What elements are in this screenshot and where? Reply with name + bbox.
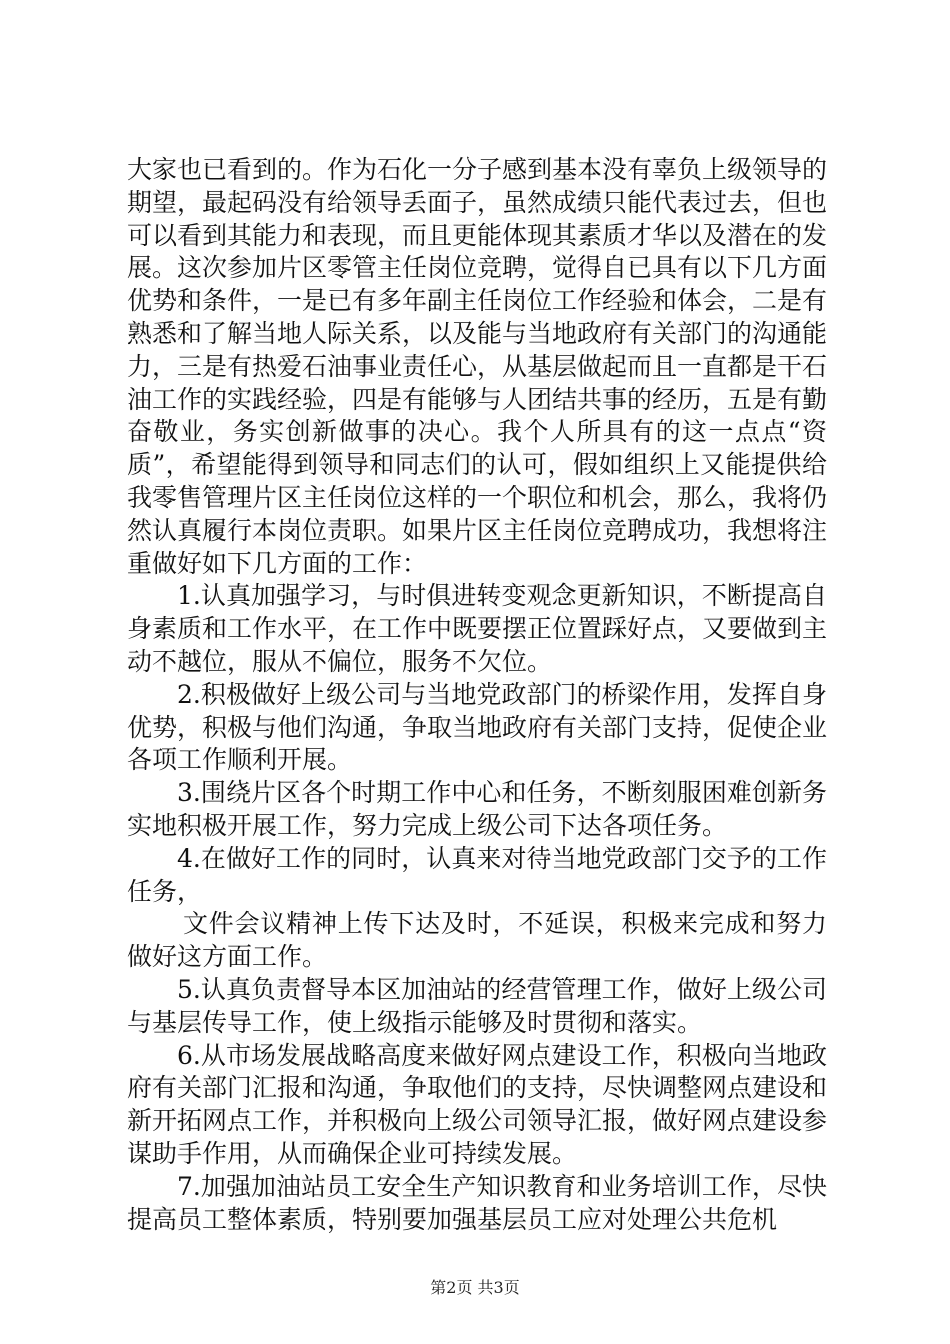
paragraph-item-4-continued: 文件会议精神上传下达及时，不延误，积极来完成和努力做好这方面工作。 xyxy=(127,909,827,972)
paragraph-item-6: 6.从市场发展战略高度来做好网点建设工作，积极向当地政府有关部门汇报和沟通，争取他们的支持，尽快调整网点建设和新开拓网点工作，并积极向上级公司领导汇报，做好网点建设参谋助手作用，从而确保企业可持续发展。 xyxy=(127,1040,828,1168)
paragraph-item-2: 2.积极做好上级公司与当地党政部门的桥梁作用，发挥自身优势，积极与他们沟通，争取当地政府有关部门支持，促使企业各项工作顺利开展。 xyxy=(127,679,828,775)
paragraph-item-7: 7.加强加油站员工安全生产知识教育和业务培训工作，尽快提高员工整体素质，特别要加强基层员工应对处理公共危机 xyxy=(127,1171,827,1234)
page-number-footer: 第2页 共3页 xyxy=(430,1278,520,1297)
document-body xyxy=(127,154,827,1236)
paragraph-item-5: 5.认真负责督导本区加油站的经营管理工作，做好上级公司与基层传导工作，使上级指示能够及时贯彻和落实。 xyxy=(127,974,827,1037)
paragraph-item-3: 3.围绕片区各个时期工作中心和任务，不断刻服困难创新务实地积极开展工作，努力完成上级公司下达各项任务。 xyxy=(127,778,827,840)
paragraph-item-1: 1.认真加强学习，与时俱进转变观念更新知识，不断提高自身素质和工作水平，在工作中既要摆正位置踩好点，又要做到主动不越位，服从不偏位，服务不欠位。 xyxy=(127,581,828,676)
paragraph-intro: 大家也已看到的。作为石化一分子感到基本没有辜负上级领导的期望，最起码没有给领导丢面子，虽然成绩只能代表过去，但也可以看到其能力和表现，而且更能体现其素质才华以及潜在的发展。这次参加片区零管主任岗位竞聘，觉得自已具有以下几方面优势和条件，一是已有多年副主任岗位工作经验和体会，二是有熟悉和了解当地人际关系，以及能与当地政府有关部门的沟通能力，三是有热爱石油事业责任心，从基层做起而且一直都是干石油工作的实践经验，四是有能够与人团结共事的经历，五是有勤奋敬业，务实创新做事的决心。我个人所具有的这一点点“资质”，希望能得到领导和同志们的认可，假如组织上又能提供给我零售管理片区主任岗位这样的一个职位和机会，那么，我将仍然认真履行本岗位责职。如果片区主任岗位竞聘成功，我想将注重做好如下几方面的工作： xyxy=(127,155,828,578)
paragraph-item-4: 4.在做好工作的同时，认真来对待当地党政部门交予的工作任务， xyxy=(127,843,827,906)
